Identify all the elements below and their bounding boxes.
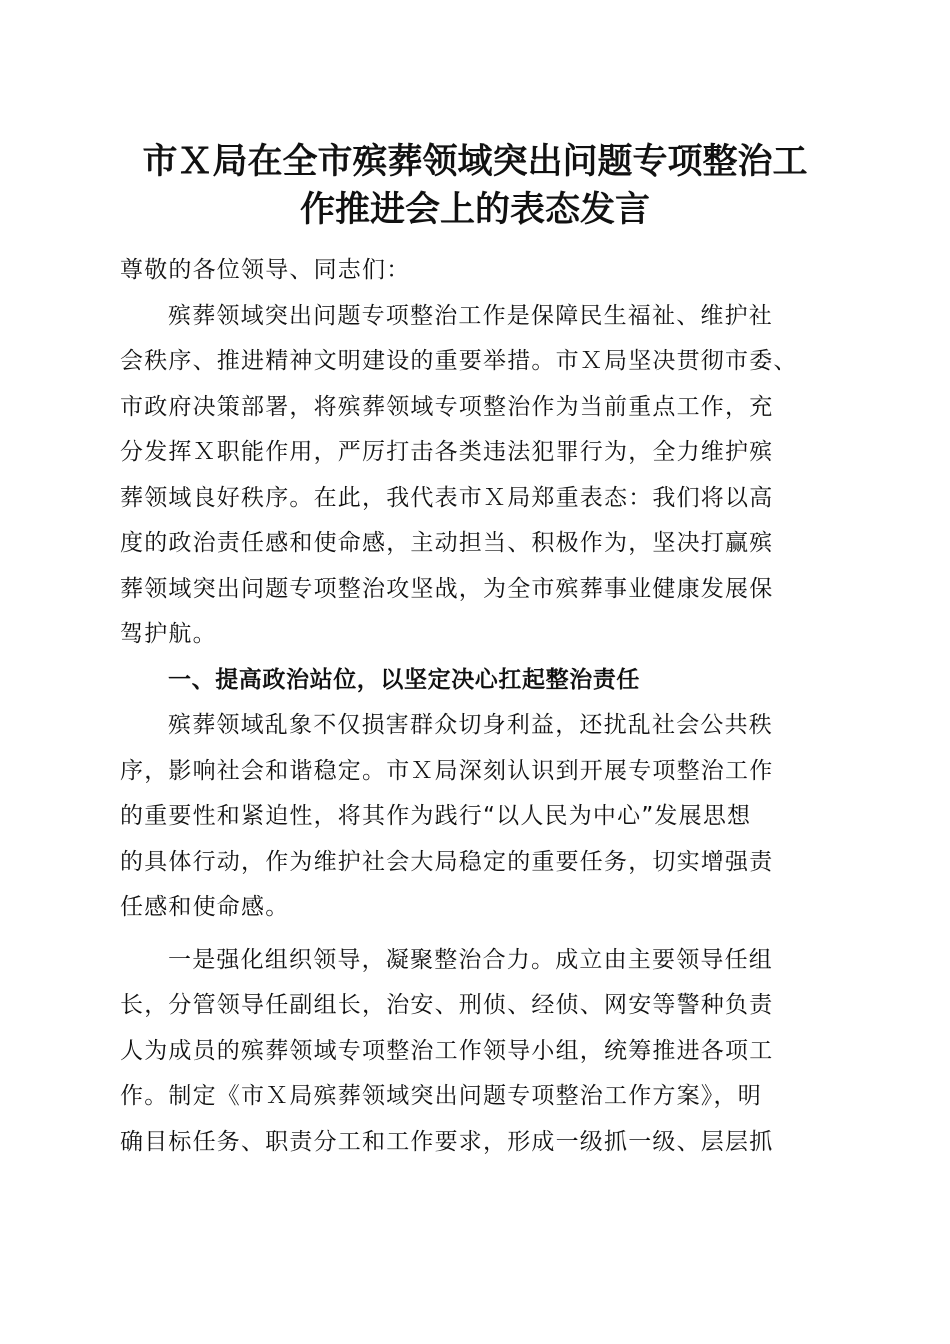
paragraph-line: 任感和使命感。 [120,894,290,920]
paragraph-line: 分发挥Ｘ职能作用，严厉打击各类违法犯罪行为，全力维护殡 [120,439,774,465]
paragraph-line: 人为成员的殡葬领域专项整治工作领导小组，统筹推进各项工 [120,1037,774,1064]
document-body [120,248,838,1165]
paragraph-line: 殡葬领域突出问题专项整治工作是保障民生福祉、维护社 [168,302,773,329]
paragraph-line: 序，影响社会和谐稳定。市Ｘ局深刻认识到开展专项整治工作 [120,757,774,784]
paragraph-line: 长，分管领导任副组长，治安、刑侦、经侦、网安等警种负责 [120,992,774,1018]
paragraph-gap [120,931,838,938]
paragraph-line: 会秩序、推进精神文明建设的重要举措。市Ｘ局坚决贯彻市委、 [120,348,798,374]
paragraph-line: 一是强化组织领导，凝聚整治合力。成立由主要领导任组 [168,946,773,973]
paragraph-line: 葬领域良好秩序。在此，我代表市Ｘ局郑重表态：我们将以高 [120,484,774,511]
paragraph-line: 驾护航。 [120,621,217,647]
section-heading-1: 一、提高政治站位，以坚定决心扛起整治责任 [168,666,640,693]
paragraph-section-1 [120,703,838,931]
paragraph-line: 确目标任务、职责分工和工作要求，形成一级抓一级、层层抓 [120,1128,774,1155]
paragraph-line: 度的政治责任感和使命感，主动担当、积极作为，坚决打赢殡 [120,530,774,556]
title-line-1: 市Ｘ局在全市殡葬领域突出问题专项整治工 [142,141,808,182]
paragraph-line: 殡葬领域乱象不仅损害群众切身利益，还扰乱社会公共秩 [168,712,773,738]
paragraph-line: 的重要性和紧迫性，将其作为践行“以人民为中心”发展思想 [120,803,752,829]
paragraph-line: 作。制定《市Ｘ局殡葬领域突出问题专项整治工作方案》，明 [120,1083,762,1109]
paragraph-point-1 [120,938,838,1166]
paragraph-line: 的具体行动，作为维护社会大局稳定的重要任务，切实增强责 [120,848,774,875]
salutation: 尊敬的各位领导、同志们： [120,257,411,283]
document-title [100,138,850,234]
paragraph-line: 市政府决策部署，将殡葬领域专项整治作为当前重点工作，充 [120,393,774,420]
title-line-2: 作推进会上的表态发言 [299,189,650,230]
paragraph-line: 葬领域突出问题专项整治攻坚战，为全市殡葬事业健康发展保 [120,575,774,602]
paragraph-intro [120,294,838,658]
